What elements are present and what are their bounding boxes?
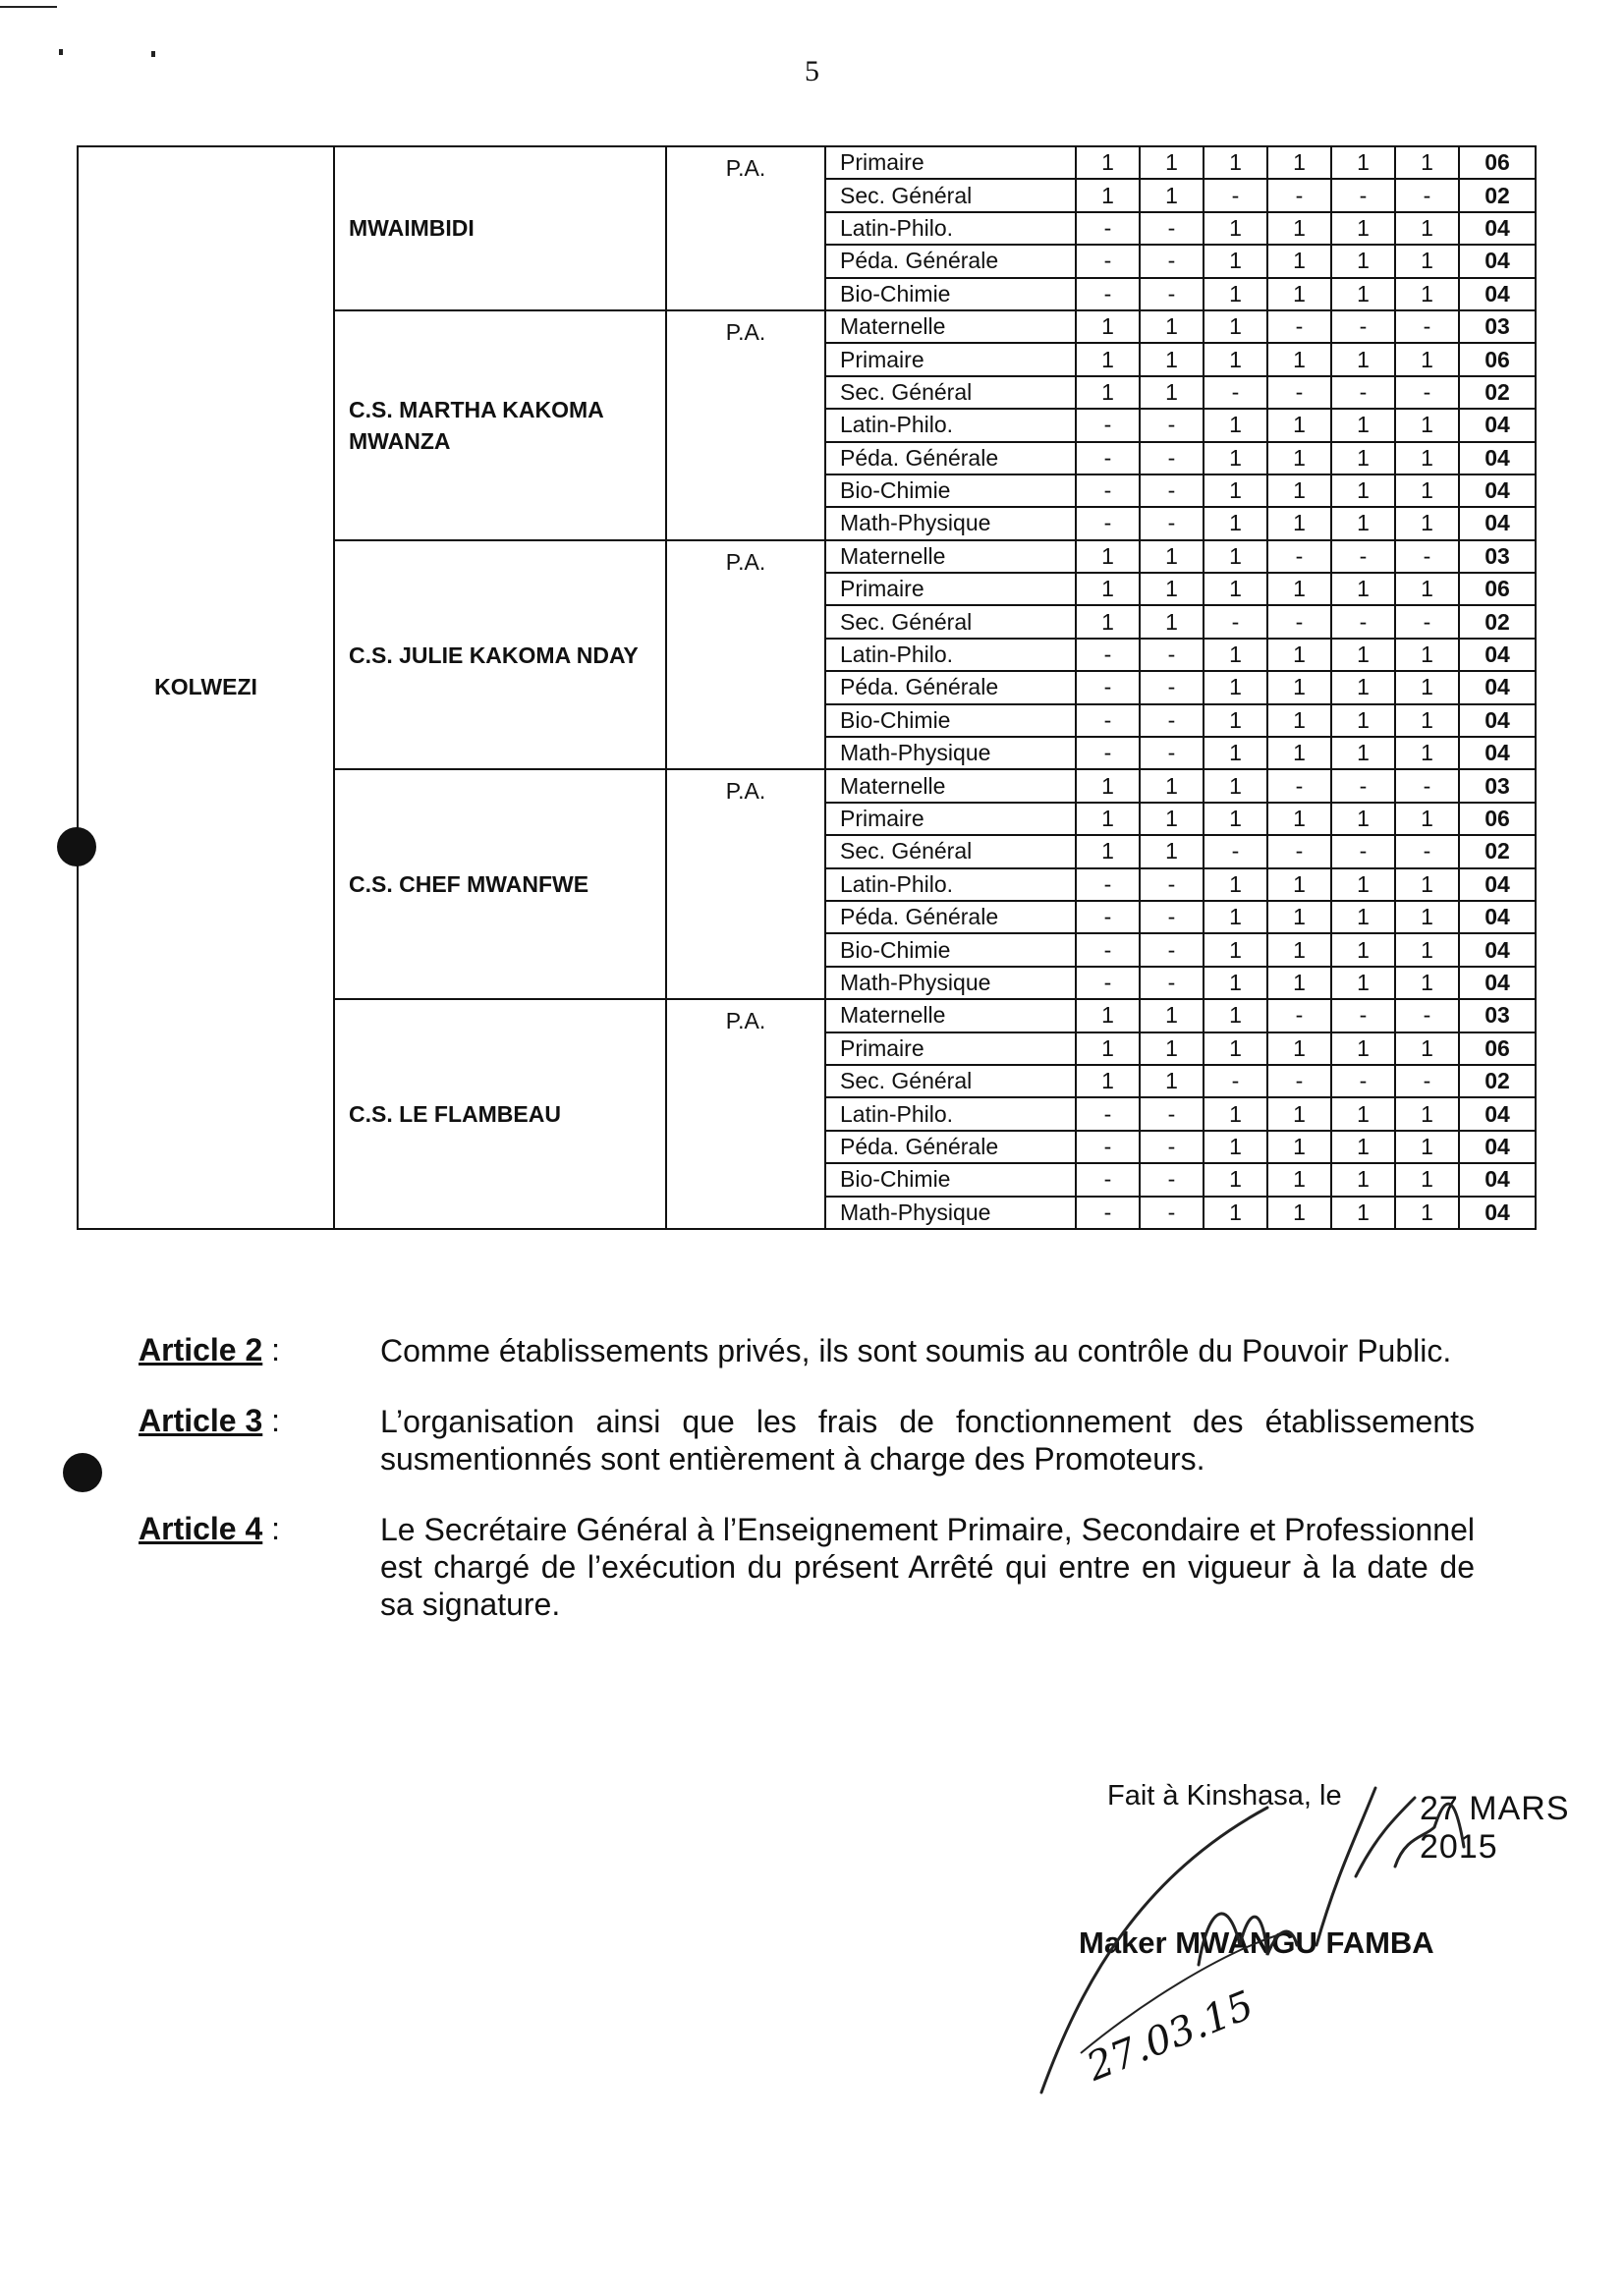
total-cell: 06 [1459,146,1536,179]
class-count-cell: 1 [1395,671,1459,703]
class-count-cell: 1 [1267,245,1331,277]
class-count-cell: 1 [1267,1032,1331,1065]
class-count-cell: - [1331,605,1395,638]
class-count-cell: - [1076,704,1140,737]
class-count-cell: 1 [1395,1032,1459,1065]
class-count-cell: - [1140,868,1204,901]
class-count-cell: - [1076,1097,1140,1130]
total-cell: 04 [1459,245,1536,277]
total-cell: 02 [1459,835,1536,867]
class-count-cell: 1 [1331,1163,1395,1196]
class-count-cell: - [1204,179,1267,211]
total-cell: 06 [1459,343,1536,375]
school-status-cell: P.A. [666,146,825,310]
section-cell: Primaire [825,573,1076,605]
class-count-cell: 1 [1204,474,1267,507]
class-count-cell: 1 [1076,310,1140,343]
class-count-cell: 1 [1204,1097,1267,1130]
class-count-cell: - [1076,901,1140,933]
class-count-cell: - [1395,769,1459,802]
class-count-cell: - [1140,474,1204,507]
class-count-cell: - [1140,1197,1204,1229]
class-count-cell: - [1331,769,1395,802]
class-count-cell: 1 [1267,967,1331,999]
class-count-cell: - [1331,1065,1395,1097]
class-count-cell: 1 [1395,1163,1459,1196]
class-count-cell: 1 [1140,803,1204,835]
class-count-cell: 1 [1204,245,1267,277]
class-count-cell: 1 [1267,803,1331,835]
class-count-cell: 1 [1204,1131,1267,1163]
punch-hole-dot [63,1453,102,1492]
total-cell: 03 [1459,769,1536,802]
section-cell: Latin-Philo. [825,212,1076,245]
class-count-cell: - [1140,245,1204,277]
class-count-cell: - [1267,376,1331,409]
class-count-cell: 1 [1204,1032,1267,1065]
class-count-cell: 1 [1204,901,1267,933]
class-count-cell: 1 [1395,442,1459,474]
class-count-cell: - [1140,671,1204,703]
class-count-cell: 1 [1204,1163,1267,1196]
school-name-cell: C.S. CHEF MWANFWE [334,769,666,999]
total-cell: 02 [1459,179,1536,211]
class-count-cell: 1 [1204,737,1267,769]
section-cell: Math-Physique [825,507,1076,539]
class-count-cell: 1 [1331,409,1395,441]
class-count-cell: 1 [1267,409,1331,441]
class-count-cell: 1 [1395,1097,1459,1130]
section-cell: Bio-Chimie [825,474,1076,507]
class-count-cell: 1 [1204,278,1267,310]
class-count-cell: - [1140,442,1204,474]
class-count-cell: 1 [1140,343,1204,375]
class-count-cell: 1 [1267,146,1331,179]
schools-table [77,145,1537,1230]
class-count-cell: - [1267,999,1331,1032]
class-count-cell: 1 [1331,573,1395,605]
article-label: Article 4 [139,1511,263,1546]
class-count-cell: - [1331,540,1395,573]
class-count-cell: - [1076,409,1140,441]
class-count-cell: - [1140,933,1204,966]
class-count-cell: 1 [1395,212,1459,245]
section-cell: Maternelle [825,540,1076,573]
class-count-cell: - [1267,605,1331,638]
class-count-cell: 1 [1395,933,1459,966]
signer-name: Maker MWANGU FAMBA [1079,1925,1434,1960]
class-count-cell: 1 [1140,540,1204,573]
article-colon: : [262,1403,281,1438]
class-count-cell: - [1267,179,1331,211]
class-count-cell: 1 [1395,868,1459,901]
class-count-cell: 1 [1267,737,1331,769]
class-count-cell: 1 [1204,442,1267,474]
class-count-cell: - [1140,704,1204,737]
article-colon: : [262,1332,281,1367]
class-count-cell: 1 [1140,835,1204,867]
class-count-cell: - [1140,967,1204,999]
class-count-cell: 1 [1204,803,1267,835]
class-count-cell: 1 [1331,507,1395,539]
class-count-cell: - [1076,671,1140,703]
class-count-cell: - [1267,310,1331,343]
class-count-cell: 1 [1204,639,1267,671]
class-count-cell: 1 [1204,933,1267,966]
class-count-cell: 1 [1395,409,1459,441]
class-count-cell: - [1076,1131,1140,1163]
class-count-cell: 1 [1267,1097,1331,1130]
class-count-cell: 1 [1267,212,1331,245]
class-count-cell: 1 [1395,474,1459,507]
class-count-cell: 1 [1076,343,1140,375]
section-cell: Péda. Générale [825,442,1076,474]
article-colon: : [262,1511,281,1546]
article-text: Le Secrétaire Général à l’Enseignement Primaire, Secondaire et Professionnel est chargé de l’exécution du présent Arrêté qui entre en vigueur à la date de sa signature. [380,1512,1475,1622]
class-count-cell: 1 [1331,442,1395,474]
class-count-cell: 1 [1204,212,1267,245]
class-count-cell: - [1076,1163,1140,1196]
section-cell: Péda. Générale [825,245,1076,277]
class-count-cell: 1 [1076,605,1140,638]
class-count-cell: 1 [1267,278,1331,310]
class-count-cell: - [1076,474,1140,507]
class-count-cell: - [1204,1065,1267,1097]
total-cell: 04 [1459,639,1536,671]
class-count-cell: 1 [1140,769,1204,802]
section-cell: Péda. Générale [825,1131,1076,1163]
class-count-cell: - [1140,1163,1204,1196]
total-cell: 04 [1459,671,1536,703]
class-count-cell: 1 [1076,835,1140,867]
class-count-cell: 1 [1331,704,1395,737]
class-count-cell: - [1331,999,1395,1032]
class-count-cell: 1 [1267,474,1331,507]
total-cell: 04 [1459,868,1536,901]
class-count-cell: 1 [1204,573,1267,605]
table-row [78,146,1536,179]
class-count-cell: 1 [1267,1197,1331,1229]
class-count-cell: - [1395,310,1459,343]
class-count-cell: 1 [1076,573,1140,605]
section-cell: Math-Physique [825,737,1076,769]
class-count-cell: 1 [1395,278,1459,310]
class-count-cell: - [1395,1065,1459,1097]
class-count-cell: - [1076,245,1140,277]
school-name-cell: C.S. JULIE KAKOMA NDAY [334,540,666,770]
class-count-cell: 1 [1076,999,1140,1032]
section-cell: Sec. Général [825,835,1076,867]
section-cell: Bio-Chimie [825,933,1076,966]
class-count-cell: 1 [1395,704,1459,737]
section-cell: Bio-Chimie [825,704,1076,737]
punch-hole-dot [57,827,96,866]
total-cell: 04 [1459,1197,1536,1229]
class-count-cell: 1 [1204,671,1267,703]
total-cell: 04 [1459,1163,1536,1196]
class-count-cell: 1 [1331,901,1395,933]
school-status-cell: P.A. [666,769,825,999]
class-count-cell: 1 [1204,999,1267,1032]
class-count-cell: - [1140,278,1204,310]
stamp-date: 27 MARS 2015 [1420,1790,1570,1866]
total-cell: 04 [1459,409,1536,441]
class-count-cell: 1 [1331,868,1395,901]
class-count-cell: - [1395,605,1459,638]
class-count-cell: - [1076,737,1140,769]
class-count-cell: 1 [1395,573,1459,605]
section-cell: Latin-Philo. [825,868,1076,901]
class-count-cell: - [1331,310,1395,343]
school-name-cell: C.S. MARTHA KAKOMA MWANZA [334,310,666,540]
class-count-cell: 1 [1076,1065,1140,1097]
class-count-cell: - [1076,1197,1140,1229]
section-cell: Maternelle [825,310,1076,343]
total-cell: 04 [1459,933,1536,966]
total-cell: 04 [1459,901,1536,933]
class-count-cell: 1 [1267,1163,1331,1196]
class-count-cell: 1 [1204,310,1267,343]
class-count-cell: - [1076,278,1140,310]
section-cell: Primaire [825,803,1076,835]
page-number: 5 [805,55,819,87]
class-count-cell: 1 [1267,442,1331,474]
class-count-cell: 1 [1331,1032,1395,1065]
class-count-cell: - [1267,540,1331,573]
section-cell: Bio-Chimie [825,1163,1076,1196]
class-count-cell: 1 [1076,1032,1140,1065]
class-count-cell: 1 [1204,769,1267,802]
total-cell: 03 [1459,540,1536,573]
class-count-cell: 1 [1331,1197,1395,1229]
section-cell: Math-Physique [825,1197,1076,1229]
class-count-cell: 1 [1331,671,1395,703]
section-cell: Sec. Général [825,605,1076,638]
school-name-cell: C.S. LE FLAMBEAU [334,999,666,1229]
section-cell: Bio-Chimie [825,278,1076,310]
class-count-cell: 1 [1267,1131,1331,1163]
class-count-cell: - [1395,179,1459,211]
class-count-cell: 1 [1076,146,1140,179]
class-count-cell: 1 [1140,999,1204,1032]
section-cell: Latin-Philo. [825,639,1076,671]
class-count-cell: 1 [1204,540,1267,573]
class-count-cell: 1 [1331,1131,1395,1163]
total-cell: 04 [1459,704,1536,737]
article-3 [139,1403,1475,1478]
class-count-cell: - [1395,835,1459,867]
class-count-cell: 1 [1267,901,1331,933]
class-count-cell: 1 [1076,376,1140,409]
section-cell: Maternelle [825,999,1076,1032]
class-count-cell: - [1076,639,1140,671]
section-cell: Péda. Générale [825,901,1076,933]
class-count-cell: 1 [1204,409,1267,441]
class-count-cell: - [1140,901,1204,933]
total-cell: 04 [1459,1131,1536,1163]
class-count-cell: - [1204,835,1267,867]
section-cell: Latin-Philo. [825,1097,1076,1130]
total-cell: 06 [1459,573,1536,605]
total-cell: 04 [1459,507,1536,539]
articles-section [139,1332,1475,1656]
total-cell: 04 [1459,737,1536,769]
section-cell: Sec. Général [825,179,1076,211]
class-count-cell: - [1331,376,1395,409]
class-count-cell: 1 [1395,967,1459,999]
class-count-cell: 1 [1140,573,1204,605]
class-count-cell: 1 [1395,1197,1459,1229]
class-count-cell: - [1331,179,1395,211]
place-date: Fait à Kinshasa, le [1107,1780,1342,1812]
school-status-cell: P.A. [666,999,825,1229]
article-2 [139,1332,1475,1369]
class-count-cell: 1 [1204,343,1267,375]
class-count-cell: 1 [1395,803,1459,835]
class-count-cell: 1 [1140,1032,1204,1065]
total-cell: 04 [1459,1097,1536,1130]
total-cell: 02 [1459,1065,1536,1097]
section-cell: Sec. Général [825,376,1076,409]
class-count-cell: - [1076,868,1140,901]
class-count-cell: 1 [1204,704,1267,737]
class-count-cell: 1 [1267,868,1331,901]
class-count-cell: 1 [1331,737,1395,769]
class-count-cell: 1 [1076,769,1140,802]
class-count-cell: 1 [1331,933,1395,966]
class-count-cell: 1 [1267,671,1331,703]
class-count-cell: 1 [1331,803,1395,835]
class-count-cell: 1 [1267,704,1331,737]
class-count-cell: 1 [1331,343,1395,375]
class-count-cell: 1 [1140,310,1204,343]
class-count-cell: 1 [1076,179,1140,211]
class-count-cell: - [1140,639,1204,671]
total-cell: 02 [1459,376,1536,409]
class-count-cell: - [1140,409,1204,441]
total-cell: 03 [1459,999,1536,1032]
handwritten-date: 27.03.15 [1081,1982,1260,2091]
class-count-cell: 1 [1331,639,1395,671]
class-count-cell: - [1140,1131,1204,1163]
class-count-cell: 1 [1140,146,1204,179]
scan-artifact-line [0,6,57,8]
class-count-cell: 1 [1395,639,1459,671]
section-cell: Sec. Général [825,1065,1076,1097]
class-count-cell: - [1204,605,1267,638]
class-count-cell: - [1076,933,1140,966]
department-cell: KOLWEZI [78,146,334,1229]
section-cell: Latin-Philo. [825,409,1076,441]
class-count-cell: 1 [1395,901,1459,933]
section-cell: Primaire [825,1032,1076,1065]
class-count-cell: - [1140,1097,1204,1130]
class-count-cell: - [1076,442,1140,474]
class-count-cell: 1 [1395,737,1459,769]
class-count-cell: 1 [1076,540,1140,573]
section-cell: Math-Physique [825,967,1076,999]
class-count-cell: - [1395,999,1459,1032]
total-cell: 02 [1459,605,1536,638]
class-count-cell: 1 [1204,868,1267,901]
class-count-cell: 1 [1331,474,1395,507]
class-count-cell: 1 [1395,343,1459,375]
class-count-cell: - [1395,376,1459,409]
class-count-cell: - [1395,540,1459,573]
class-count-cell: - [1076,967,1140,999]
total-cell: 03 [1459,310,1536,343]
class-count-cell: 1 [1331,245,1395,277]
class-count-cell: 1 [1267,639,1331,671]
section-cell: Maternelle [825,769,1076,802]
table-body [78,146,1536,1229]
class-count-cell: 1 [1140,605,1204,638]
total-cell: 06 [1459,803,1536,835]
class-count-cell: - [1076,507,1140,539]
class-count-cell: 1 [1204,1197,1267,1229]
class-count-cell: 1 [1267,343,1331,375]
class-count-cell: 1 [1395,507,1459,539]
class-count-cell: - [1204,376,1267,409]
section-cell: Primaire [825,146,1076,179]
total-cell: 04 [1459,212,1536,245]
class-count-cell: - [1140,507,1204,539]
class-count-cell: 1 [1204,507,1267,539]
class-count-cell: 1 [1395,146,1459,179]
class-count-cell: - [1331,835,1395,867]
article-4 [139,1511,1475,1623]
article-label: Article 3 [139,1403,263,1438]
class-count-cell: - [1267,1065,1331,1097]
article-text: L’organisation ainsi que les frais de fonctionnement des établissements susmentionnés sont entièrement à charge des Promoteurs. [380,1404,1475,1477]
class-count-cell: - [1267,835,1331,867]
class-count-cell: 1 [1204,967,1267,999]
class-count-cell: 1 [1267,573,1331,605]
class-count-cell: 1 [1076,803,1140,835]
class-count-cell: 1 [1140,179,1204,211]
class-count-cell: 1 [1331,1097,1395,1130]
class-count-cell: - [1140,737,1204,769]
total-cell: 04 [1459,967,1536,999]
section-cell: Péda. Générale [825,671,1076,703]
article-text: Comme établissements privés, ils sont soumis au contrôle du Pouvoir Public. [380,1333,1452,1368]
total-cell: 04 [1459,278,1536,310]
class-count-cell: 1 [1331,278,1395,310]
class-count-cell: - [1140,212,1204,245]
class-count-cell: 1 [1267,507,1331,539]
class-count-cell: 1 [1331,967,1395,999]
class-count-cell: 1 [1140,1065,1204,1097]
total-cell: 04 [1459,442,1536,474]
class-count-cell: - [1267,769,1331,802]
class-count-cell: 1 [1140,376,1204,409]
article-label: Article 2 [139,1332,263,1367]
school-status-cell: P.A. [666,310,825,540]
class-count-cell: 1 [1267,933,1331,966]
class-count-cell: 1 [1395,245,1459,277]
section-cell: Primaire [825,343,1076,375]
school-status-cell: P.A. [666,540,825,770]
class-count-cell: - [1076,212,1140,245]
school-name-cell: MWAIMBIDI [334,146,666,310]
class-count-cell: 1 [1331,146,1395,179]
total-cell: 04 [1459,474,1536,507]
class-count-cell: 1 [1204,146,1267,179]
total-cell: 06 [1459,1032,1536,1065]
class-count-cell: 1 [1331,212,1395,245]
class-count-cell: 1 [1395,1131,1459,1163]
